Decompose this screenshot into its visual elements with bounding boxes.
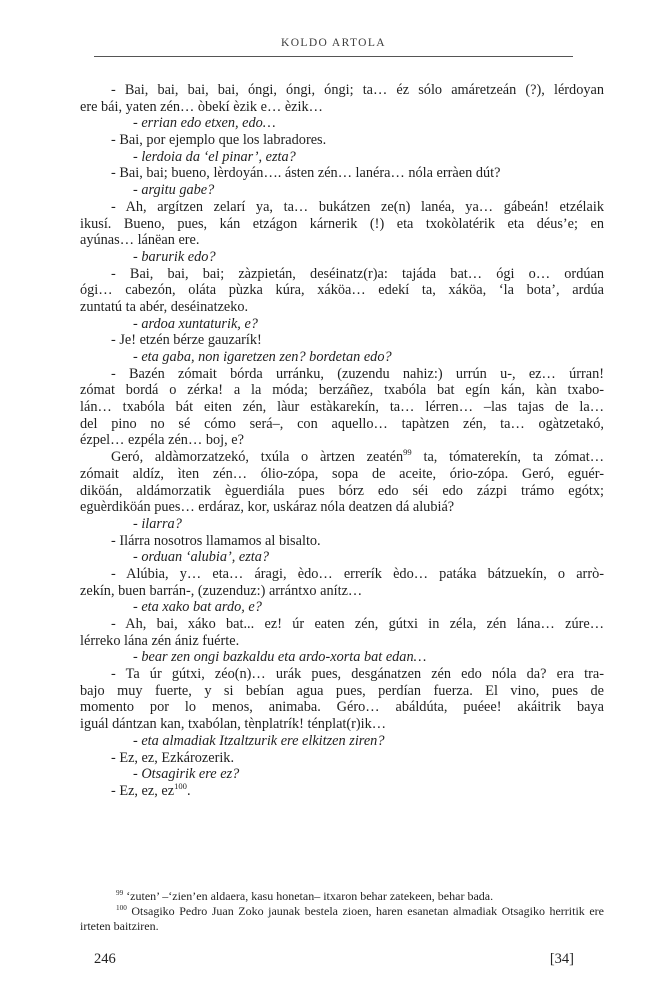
- interviewer-question-line: - lerdoia da ‘el pinar’, ezta?: [133, 148, 296, 165]
- dialogue-answer-line: - Ah, bai, xáko bat... ez! úr eaten zén, gútxi in zéla, zén lána… zúre…: [111, 616, 604, 632]
- dialogue-answer-line: - Ta úr gútxi, zéo(n)… urák pues, desgánatzen zén edo nóla da? era tra-: [111, 666, 604, 683]
- footnote-line: $^{99}$ ‘zuten’ –‘zien’en aldaera, kasu honetan– itxaron behar zatekeen, behar bada.: [116, 888, 494, 903]
- dialogue-answer-line: bajo muy fuerte, y si bebían agua pues, perdían fuerza. El vino, pues de: [80, 682, 604, 699]
- dialogue-answer-line: lérreko lána zén ániz fuérte.: [80, 632, 240, 649]
- dialogue-answer-line: ikusí. Bueno, pues, kán etzágon kárnerik (!) eta txokòlatérik eta déus’e; en: [80, 215, 604, 232]
- interviewer-question-line: - eta xako bat ardo, e?: [133, 599, 262, 616]
- footnote-ref: 99: [116, 888, 124, 897]
- narrative-line: zómait aldíz, ìten zén… ólio-zópa, sopa de aceite, ório-zópa. Geró, eguér-: [80, 465, 604, 482]
- page-number: 246: [94, 950, 116, 967]
- dialogue-answer-line: - Bazén zómait bórda urránku, (zuzendu nahiz:) urrún u-, ez… úrran!: [111, 365, 604, 382]
- narrative-line: eguèrdiköán pues… erdáraz, kor, uskáraz nóla deatzen dá alubiá?: [80, 499, 455, 516]
- body-text: [80, 82, 604, 800]
- dialogue-answer-line: - Ez, ez, Ezkározerik.: [111, 749, 235, 766]
- footnote-line: $^{100}$ Otsagiko Pedro Juan Zoko jaunak bestela zioen, haren esanetan almadiak Otsagiko herritik ere: [116, 903, 604, 918]
- interviewer-question-line: - eta almadiak Itzaltzurik ere elkitzen ziren?: [133, 732, 385, 749]
- interviewer-question-line: - eta gaba, non igaretzen zen? bordetan edo?: [133, 349, 392, 365]
- dialogue-answer-line: lán… txabóla bát eiten zén, làur estàkarekín, ta… lérren… –las tajas de la…: [80, 399, 604, 416]
- interviewer-question-line: - argitu gabe?: [133, 182, 215, 199]
- dialogue-answer-line: - Bai, bai, bai; zàzpietán, deséinatz(r)a: tajáda bat… ógi o… ordúan: [111, 265, 604, 282]
- dialogue-answer-line: - Je! etzén bérze gauzarík!: [111, 332, 262, 349]
- dialogue-answer-line: del pino no sé cómo será–, con aquello… tapàtzen zén, ta… ogàtzetakó,: [80, 415, 604, 432]
- dialogue-answer-line: ere bái, yaten zén… òbekí èzik e… èzik…: [80, 98, 323, 115]
- running-header-title: KOLDO ARTOLA: [280, 37, 387, 49]
- dialogue-answer-line: - Alúbia, y… eta… áragi, èdo… errerík èdo… patáka bátzuekín, o arrò-: [111, 565, 604, 582]
- interviewer-question-line: - errian edo etxen, edo…: [133, 115, 276, 132]
- interviewer-question-line: - ilarra?: [133, 515, 182, 532]
- footnote-line: irteten baitziren.: [80, 918, 159, 933]
- footnote-ref: 99: [403, 449, 412, 458]
- dialogue-answer-line: - Bai, bai, bai, bai, óngi, óngi, óngi; ta… éz sólo amáretzeán (?), lérdoyan: [111, 82, 604, 98]
- narrative-line: diköán, aldámorzatik èguerdiála pues bórz edo séi edo zázpi trámo egótx;: [80, 482, 604, 499]
- interviewer-question-line: - orduan ‘alubia’, ezta?: [133, 549, 270, 566]
- footnote-ref: 100: [174, 782, 187, 792]
- dialogue-answer-line: - Bai, por ejemplo que los labradores.: [111, 132, 327, 149]
- interviewer-question-line: - Otsagirik ere ez?: [133, 766, 240, 783]
- interviewer-question-line: - bear zen ongi bazkaldu eta ardo-xorta bat edan…: [133, 649, 427, 666]
- dialogue-answer-line: ógi… cabezón, oláta pùzka kúra, xáköa… edekí ta, xáköa, ‘la bota’, ardúa: [80, 282, 604, 299]
- folio-bracket-number: [34]: [549, 950, 574, 967]
- dialogue-answer-line: momento por lo menos, animaba. Géro… abáldúta, puéee! akáitrik baya: [80, 699, 604, 716]
- dialogue-answer-line: - Ah, argítzen zelarí ya, ta… bukátzen ze(n) lanéa, ya… gábeán! etzélaik: [111, 198, 604, 215]
- page-footer: [80, 951, 604, 968]
- dialogue-answer-line: - Ilárra nosotros llamamos al bisalto.: [111, 532, 321, 549]
- interviewer-question-line: - barurik edo?: [133, 248, 216, 265]
- dialogue-answer-line: iguál dántzan kan, txabólan, tènplatrík! ténplat(r)ik…: [80, 716, 387, 733]
- footnotes: [80, 889, 604, 934]
- dialogue-answer-line: ayúnas… lánëan ere.: [80, 232, 200, 249]
- narrative-line: Geró, aldàmorzatzekó, txúla o àrtzen zeatén$^{99}$ ta, tómaterekín, ta zómat…: [111, 449, 604, 466]
- dialogue-answer-line: - Bai, bai; bueno, lèrdoyán…. ásten zén… lanéra… nóla erràen dút?: [111, 165, 501, 182]
- header-rule: [94, 56, 573, 57]
- dialogue-answer-line: - Ez, ez, $ez^{100}$.: [111, 782, 191, 799]
- footnote-ref: 100: [116, 903, 127, 912]
- running-header: [94, 36, 573, 57]
- dialogue-answer-line: zómat bordá o zérka! a la móda; berzáñez, txabóla bat egín kán, kàn txabo-: [80, 382, 604, 399]
- dialogue-answer-line: ézpel… ezpéla zén… boj, e?: [80, 432, 244, 449]
- interviewer-question-line: - ardoa xuntaturik, e?: [133, 315, 258, 332]
- dialogue-answer-line: zuntatú ta abér, deséinatzeko.: [80, 298, 249, 315]
- dialogue-answer-line: zekín, buen barrán-, (zuzenduz:) arrántxo anítz…: [80, 582, 363, 599]
